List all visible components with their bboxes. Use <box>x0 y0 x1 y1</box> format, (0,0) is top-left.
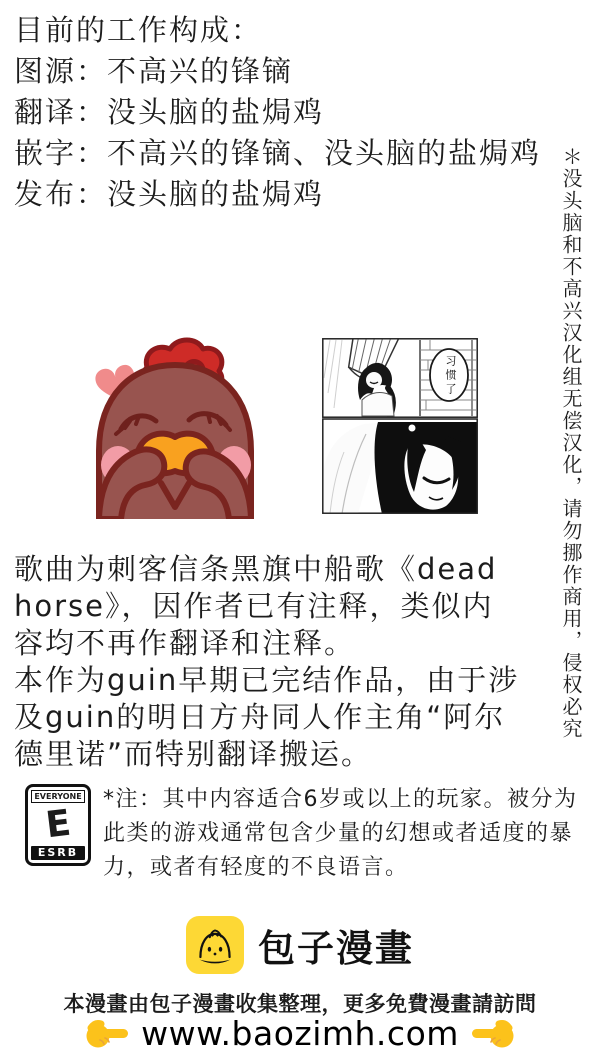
footer-url: www.baozimh.com <box>141 1014 459 1052</box>
esrb-note-line: 力，或者有轻度的不良语言。 <box>103 855 409 880</box>
notes-line: horse》，因作者已有注释，类似内 <box>14 589 494 623</box>
brand-name: 包子漫畫 <box>258 927 414 970</box>
pointing-right-icon <box>85 1018 129 1050</box>
vertical-copyright-notice: ＊没头脑和不高兴汉化组无偿汉化，请勿挪作商用，侵权必究 <box>559 146 583 740</box>
credits-line-typesetting: 嵌字：不高兴的锋镝、没头脑的盐焗鸡 <box>14 136 542 170</box>
rooster-sticker <box>85 335 265 519</box>
esrb-letter-glyph: E <box>43 802 73 847</box>
esrb-letter-e <box>31 803 85 846</box>
notes-line: 容均不再作翻译和注释。 <box>14 626 356 660</box>
credits-line-title: 目前的工作构成： <box>14 13 263 47</box>
notes-line: 本作为guin早期已完结作品，由于涉 <box>14 663 520 697</box>
esrb-everyone-label: EVERYONE <box>31 790 85 803</box>
esrb-note-line: *注：其中内容适合6岁或以上的玩家。被分为 <box>103 787 578 812</box>
credits-line-raws: 图源：不高兴的锋镝 <box>14 54 294 88</box>
baozi-bun-icon <box>186 916 244 974</box>
footer-notice: 本漫畫由包子漫畫收集整理，更多免費漫畫請訪問 <box>63 992 537 1016</box>
esrb-wordmark: ESRB <box>31 846 85 860</box>
credits-line-release: 发布：没头脑的盐焗鸡 <box>14 177 325 211</box>
notes-line: 歌曲为刺客信条黑旗中船歌《dead <box>14 552 498 586</box>
scanlation-credits <box>14 10 541 215</box>
speech-bubble-text: 习惯了 <box>444 355 457 397</box>
esrb-note-line: 此类的游戏通常包含少量的幻想或者适度的暴 <box>103 821 574 846</box>
baozi-brand-row <box>0 916 600 974</box>
notes-line: 及guin的明日方舟同人作主角“阿尔 <box>14 700 506 734</box>
esrb-rating-logo <box>25 784 91 866</box>
footer-url-row <box>0 1014 600 1052</box>
notes-line: 德里诺”而特别翻译搬运。 <box>14 737 373 771</box>
translator-notes <box>14 551 519 773</box>
esrb-rating-note <box>103 783 597 885</box>
manga-panel-excerpt <box>322 338 478 514</box>
pointing-left-icon <box>471 1018 515 1050</box>
credits-line-translation: 翻译：没头脑的盐焗鸡 <box>14 95 325 129</box>
